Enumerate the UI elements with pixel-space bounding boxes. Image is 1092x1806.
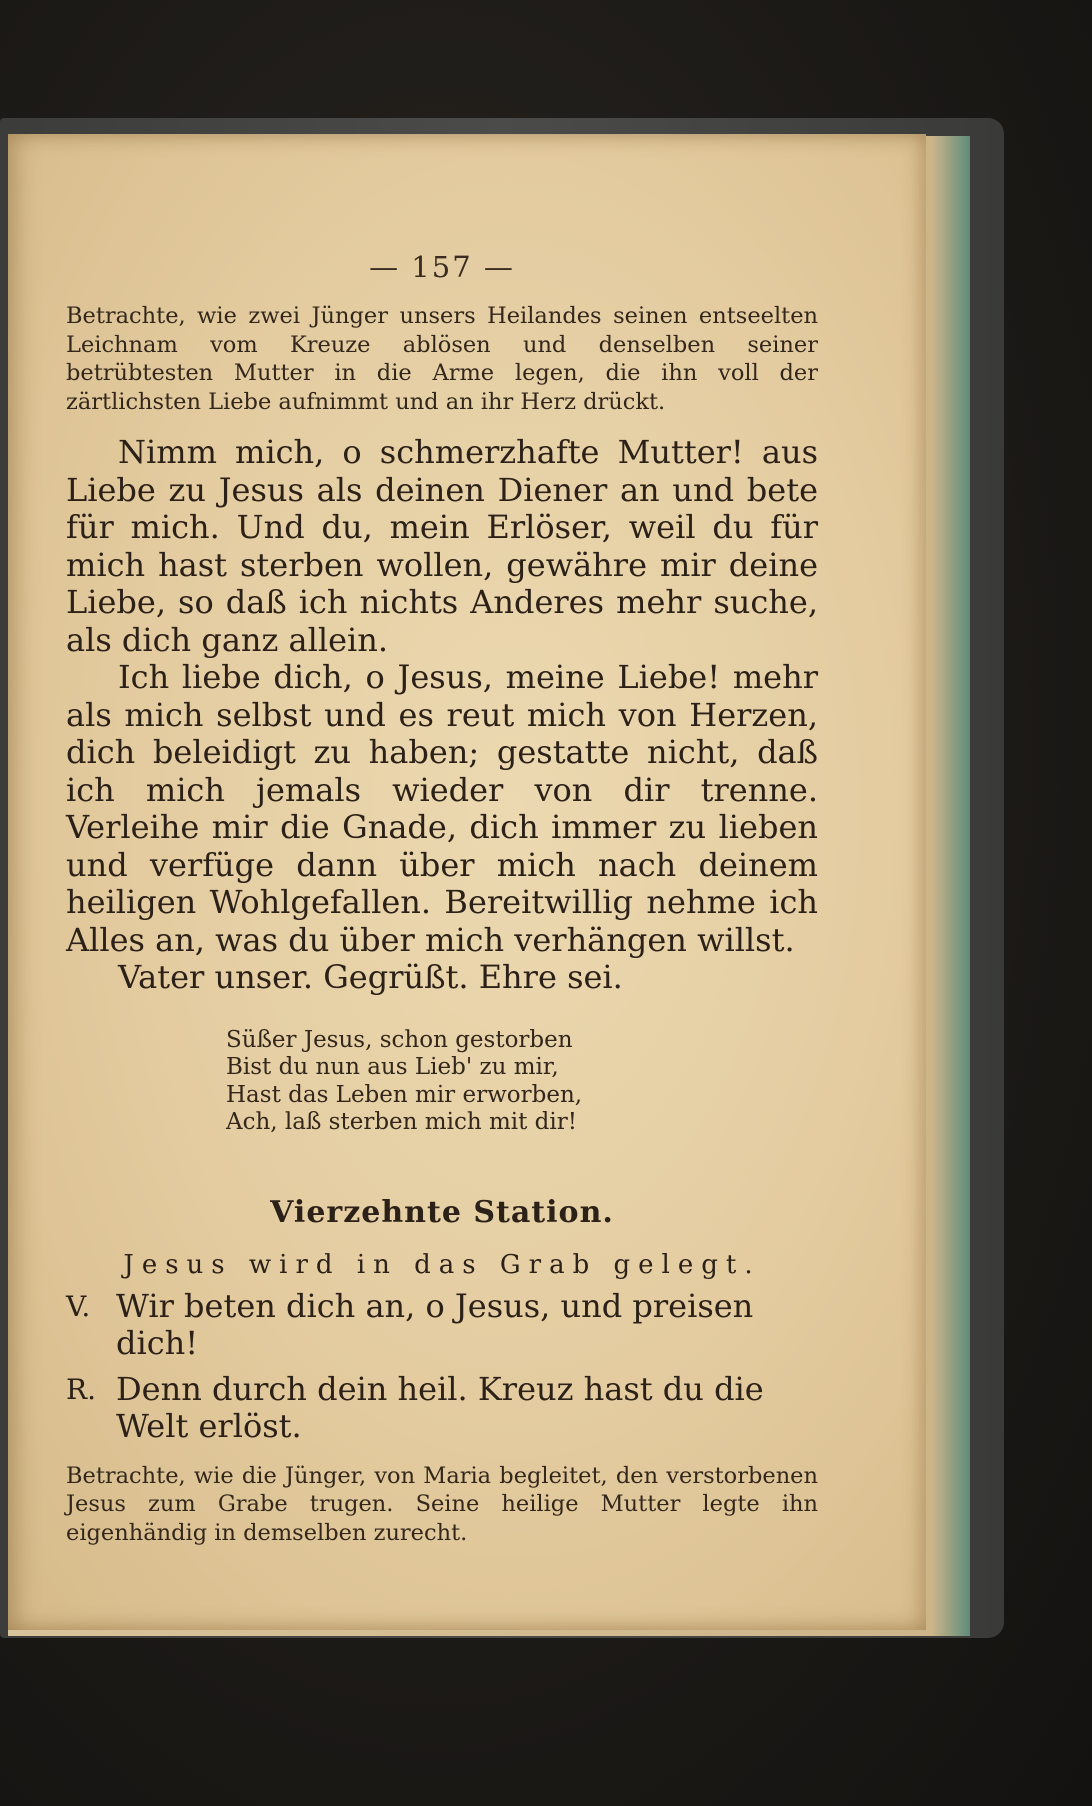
verse-block <box>226 1027 818 1137</box>
verse-line: Bist du nun aus Lieb' zu mir, <box>226 1054 559 1080</box>
meditation-paragraph: Betrachte, wie zwei Jünger unsers Heilandes seinen entseelten Leichnam vom Kreuze ablösen und denselben seiner betrübtesten Mutter in die Arme legen, die ihn voll der zärtlichsten Liebe aufnimmt und an ihr Herz drückt. <box>66 303 818 415</box>
response-line <box>66 1371 818 1446</box>
page-number: — 157 — <box>369 250 515 284</box>
versicle-text: Wir beten dich an, o Jesus, und preisen dich! <box>116 1286 754 1362</box>
page-text <box>66 250 818 1547</box>
versicle-mark: V. <box>66 1289 91 1323</box>
verse-line: Hast das Leben mir erworben, <box>226 1081 583 1108</box>
station-heading: Vierzehnte Station. <box>270 1194 614 1230</box>
meditation-paragraph: Betrachte, wie die Jünger, von Maria begleitet, den verstorbenen Jesus zum Grabe trugen. Seine heilige Mutter legte ihn eigenhändig in demselben zurecht. <box>66 1462 818 1546</box>
response-text: Denn durch dein heil. Kreuz hast du die Welt erlöst. <box>116 1369 764 1445</box>
prayer-paragraph: Ich liebe dich, o Jesus, meine Liebe! mehr als mich selbst und es reut mich von Herzen, dich beleidigt zu haben; gestatte nicht, daß ich mich jemals wieder von dir trenne. Verleihe mir die Gnade, dich immer zu lieben und verfüge dann über mich nach deinem heiligen Wohlgefallen. Bereitwillig nehme ich Alles an, was du über mich verhängen willst. <box>66 658 818 959</box>
prayer-paragraph: Nimm mich, o schmerzhafte Mutter! aus Liebe zu Jesus als deinen Diener an und bete für mich. Und du, mein Erlöser, weil du für mich hast sterben wollen, gewähre mir deine Liebe, so daß ich nichts Anderes mehr suche, als dich ganz allein. <box>66 433 818 659</box>
verse-line: Süßer Jesus, schon gestorben <box>226 1026 573 1053</box>
response-mark: R. <box>66 1372 96 1406</box>
versicle-line <box>66 1288 818 1363</box>
station-subtitle: Jesus wird in das Grab gelegt. <box>123 1249 761 1280</box>
verse-line: Ach, laß sterben mich mit dir! <box>226 1109 577 1135</box>
closing-prayers: Vater unser. Gegrüßt. Ehre sei. <box>118 958 623 996</box>
